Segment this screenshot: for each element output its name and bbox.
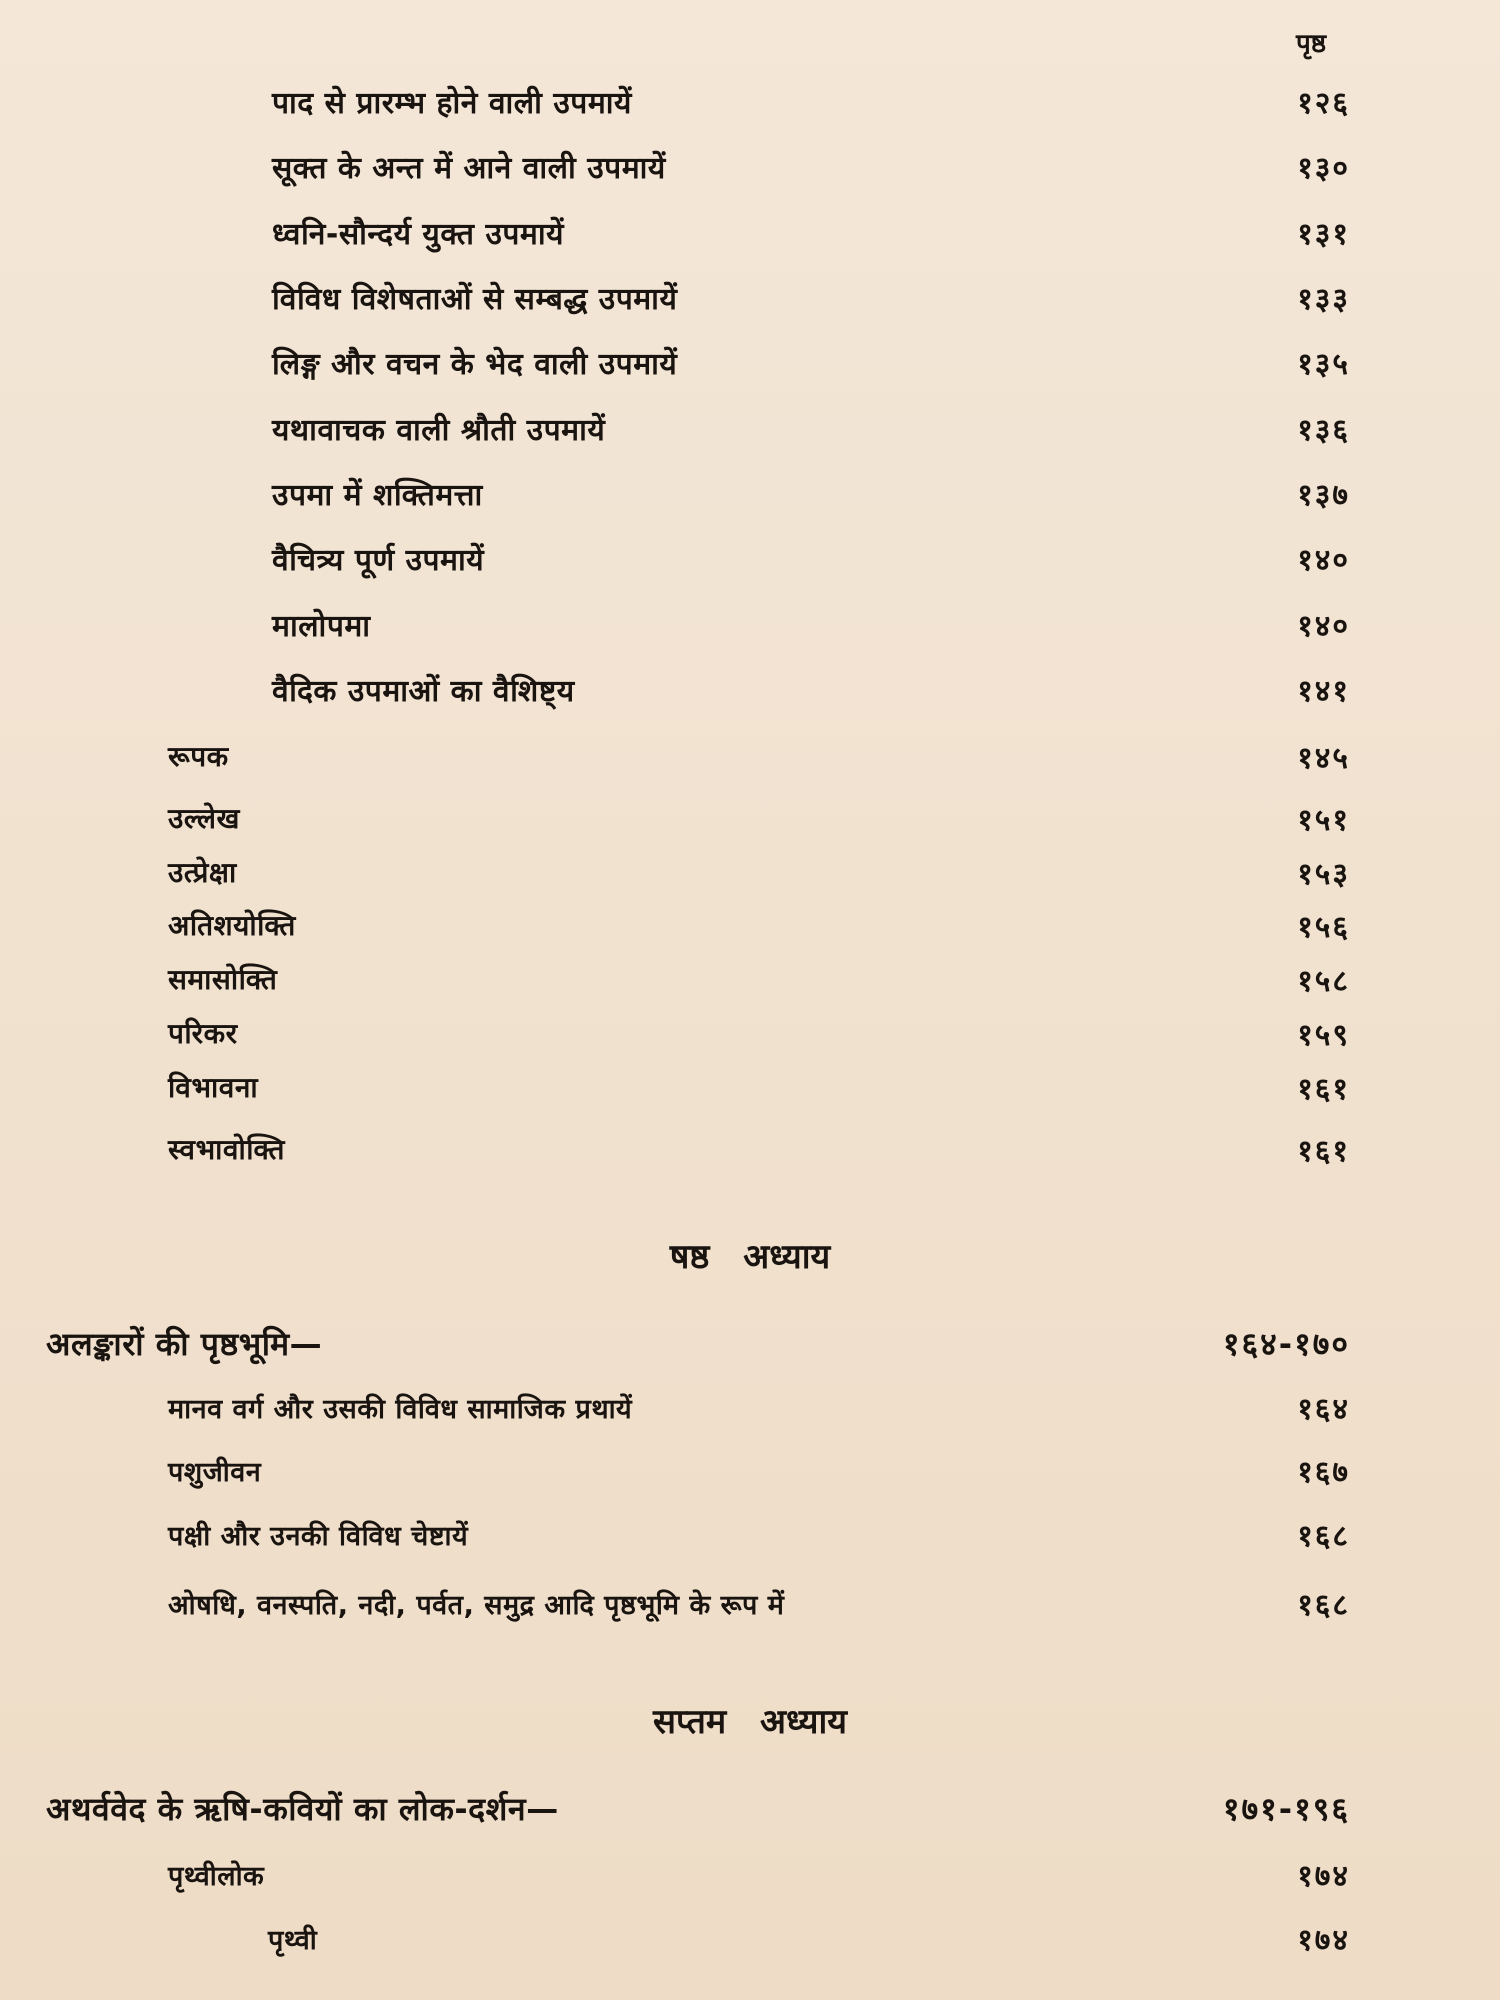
entry-page-number: १६८ xyxy=(1297,1587,1350,1623)
toc-entry xyxy=(168,1382,1350,1432)
chapter-main-entry xyxy=(46,1783,1350,1833)
entry-title: अतिशयोक्ति xyxy=(168,909,296,942)
entry-page-number: १३७ xyxy=(1297,477,1350,513)
entry-title: पाद से प्रारम्भ होने वाली उपमायें xyxy=(272,85,632,121)
entry-title: वैदिक उपमाओं का वैशिष्ट्य xyxy=(272,673,575,709)
entry-page-number: १५९ xyxy=(1297,1017,1350,1053)
entry-page-number: १७४ xyxy=(1297,1922,1350,1958)
entry-title: लिङ्ग और वचन के भेद वाली उपमायें xyxy=(272,346,678,382)
entry-page-number: १४० xyxy=(1297,608,1350,644)
entry-page-number: १४५ xyxy=(1297,740,1350,776)
toc-entry xyxy=(168,1578,1350,1628)
entry-page-number: १३६ xyxy=(1297,412,1350,448)
entry-page-number: १३५ xyxy=(1297,346,1350,382)
entry-title: समासोक्ति xyxy=(168,963,278,996)
chapter-main-entry xyxy=(46,1318,1350,1368)
toc-entry xyxy=(272,403,1350,453)
entry-title: रूपक xyxy=(168,740,229,773)
entry-page-number: १७४ xyxy=(1297,1858,1350,1894)
entry-page-number: १४० xyxy=(1297,542,1350,578)
page-column-label: पृष्ठ xyxy=(1296,29,1327,59)
toc-entry xyxy=(272,337,1350,387)
entry-page-number: १६८ xyxy=(1297,1518,1350,1554)
entry-page-number: १५१ xyxy=(1297,802,1350,838)
toc-entry xyxy=(272,533,1350,583)
entry-page-number: १४१ xyxy=(1297,673,1350,709)
toc-entry xyxy=(272,468,1350,518)
toc-entry xyxy=(168,847,1350,897)
entry-title: मानव वर्ग और उसकी विविध सामाजिक प्रथायें xyxy=(168,1393,633,1425)
entry-title: ओषधि, वनस्पति, नदी, पर्वत, समुद्र आदि पृष्ठभूमि के रूप में xyxy=(168,1589,785,1621)
chapter-7-heading: सप्तम अध्याय xyxy=(652,1702,847,1742)
toc-entry xyxy=(168,1445,1350,1495)
entry-title: यथावाचक वाली श्रौती उपमायें xyxy=(272,412,606,448)
entry-page-number: १५६ xyxy=(1297,909,1350,945)
toc-entry xyxy=(168,1008,1350,1058)
entry-title: वैचित्र्य पूर्ण उपमायें xyxy=(272,542,485,578)
toc-entry xyxy=(268,1913,1350,1963)
toc-entry xyxy=(272,141,1350,191)
entry-page-number: १३० xyxy=(1297,150,1350,186)
chapter-6-heading: षष्ठ अध्याय xyxy=(669,1237,831,1277)
entry-title: पशुजीवन xyxy=(168,1456,262,1488)
entry-title: सूक्त के अन्त में आने वाली उपमायें xyxy=(272,150,666,186)
toc-entry xyxy=(168,731,1350,781)
toc-entry xyxy=(168,793,1350,843)
entry-page-number: १६४ xyxy=(1297,1391,1350,1427)
entry-title: उपमा में शक्तिमत्ता xyxy=(272,477,483,513)
entry-page-number: १५३ xyxy=(1297,856,1350,892)
entry-page-number: १२६ xyxy=(1297,85,1350,121)
entry-page-range: १७१-१९६ xyxy=(1222,1789,1350,1828)
toc-entry xyxy=(168,1849,1350,1899)
entry-title: ध्वनि-सौन्दर्य युक्त उपमायें xyxy=(272,216,565,252)
entry-page-number: १५८ xyxy=(1297,963,1350,999)
toc-entry xyxy=(168,1124,1350,1174)
entry-title: पृथ्वी xyxy=(268,1924,318,1956)
entry-page-number: १३१ xyxy=(1297,216,1350,252)
entry-title: स्वभावोक्ति xyxy=(168,1133,285,1166)
entry-title: परिकर xyxy=(168,1017,238,1050)
entry-page-number: १६७ xyxy=(1297,1454,1350,1490)
toc-entry xyxy=(168,1509,1350,1559)
toc-entry xyxy=(272,76,1350,126)
entry-title: अलङ्कारों की पृष्ठभूमि— xyxy=(46,1324,323,1363)
entry-page-number: १६१ xyxy=(1297,1071,1350,1107)
entry-title: मालोपमा xyxy=(272,608,371,644)
entry-title: पृथ्वीलोक xyxy=(168,1860,265,1892)
entry-title: विविध विशेषताओं से सम्बद्ध उपमायें xyxy=(272,281,678,317)
entry-title: अथर्ववेद के ऋषि-कवियों का लोक-दर्शन— xyxy=(46,1789,559,1828)
toc-entry xyxy=(168,900,1350,950)
toc-entry xyxy=(168,1062,1350,1112)
entry-page-range: १६४-१७० xyxy=(1222,1324,1350,1363)
entry-title: उल्लेख xyxy=(168,802,240,835)
entry-title: पक्षी और उनकी विविध चेष्टायें xyxy=(168,1520,469,1552)
entry-title: विभावना xyxy=(168,1071,259,1104)
toc-entry xyxy=(168,954,1350,1004)
toc-entry xyxy=(272,599,1350,649)
toc-entry xyxy=(272,272,1350,322)
toc-entry xyxy=(272,207,1350,257)
entry-title: उत्प्रेक्षा xyxy=(168,856,237,889)
entry-page-number: १६१ xyxy=(1297,1133,1350,1169)
toc-entry xyxy=(272,664,1350,714)
entry-page-number: १३३ xyxy=(1297,281,1350,317)
